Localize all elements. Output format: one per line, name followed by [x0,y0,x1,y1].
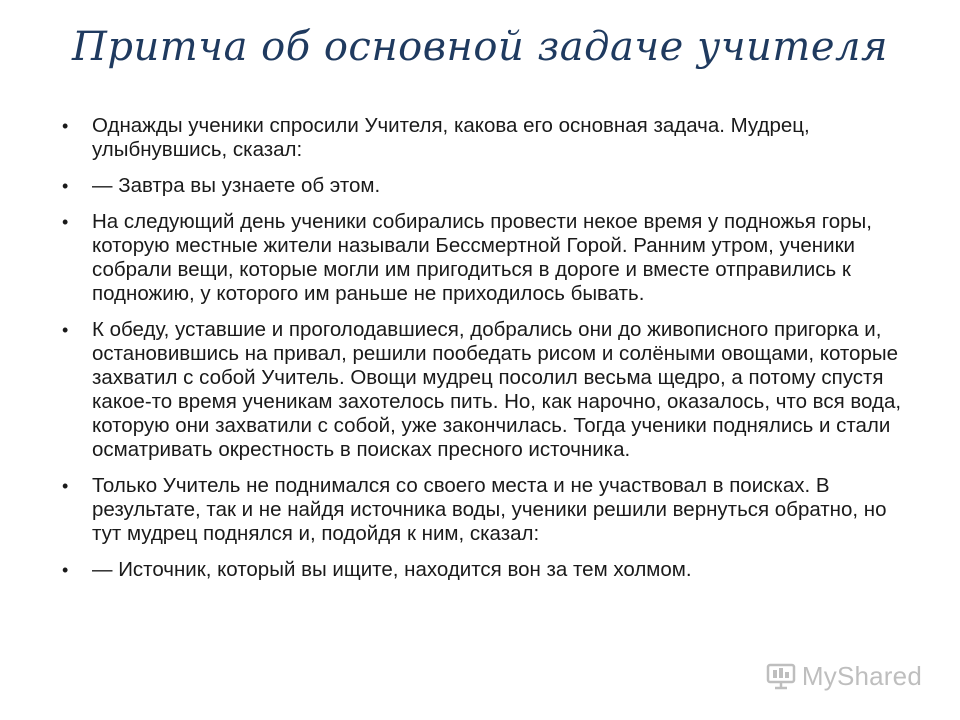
bullet-item [62,474,912,546]
bullet-marker: • [62,320,69,340]
bullet-marker: • [62,560,69,580]
bullet-list [62,114,912,594]
bullet-item [62,318,912,462]
bullet-item [62,558,912,582]
bullet-marker: • [62,116,69,136]
myshared-watermark[interactable] [766,660,922,692]
bullet-text: — Завтра вы узнаете об этом. [92,174,381,197]
bullet-marker: • [62,476,69,496]
bullet-marker: • [62,176,69,196]
bullet-text: Однажды ученики спросили Учителя, какова его основная задача. Мудрец, улыбнувшись, сказал: [92,114,810,161]
bullet-text: На следующий день ученики собирались провести некое время у подножья горы, которую местные жители называли Бессмертной Горой. Ранним утром, ученики собрали вещи, которые могли им пригодиться в дороге и вместе отправились к подножию, у которого им раньше не приходилось бывать. [92,210,872,305]
bullet-item [62,114,912,162]
bullet-text: — Источник, который вы ищите, находится вон за тем холмом. [92,558,692,581]
bullet-item [62,210,912,306]
bullet-item [62,174,912,198]
presentation-screen-icon [766,662,796,690]
slide-title: Притча об основной задаче учителя [72,24,888,70]
bullet-text: К обеду, уставшие и проголодавшиеся, добрались они до живописного пригорка и, остановившись на привал, решили пообедать рисом и солёными овощами, которые захватил с собой Учитель. Овощи мудрец посолил весьма щедро, а потому спустя какое-то время ученикам захотелось пить. Но, как нарочно, оказалось, что вся вода, которую они захватили с собой, уже закончилась. Тогда ученики поднялись и стали осматривать окрестность в поисках пресного источника. [92,318,902,461]
watermark-text: MyShared [801,660,922,691]
bullet-marker: • [62,212,69,232]
bullet-text: Только Учитель не поднимался со своего места и не участвовал в поисках. В результате, так и не найдя источника воды, ученики решили вернуться обратно, но тут мудрец поднялся и, подойдя к ним, сказал: [92,474,887,545]
